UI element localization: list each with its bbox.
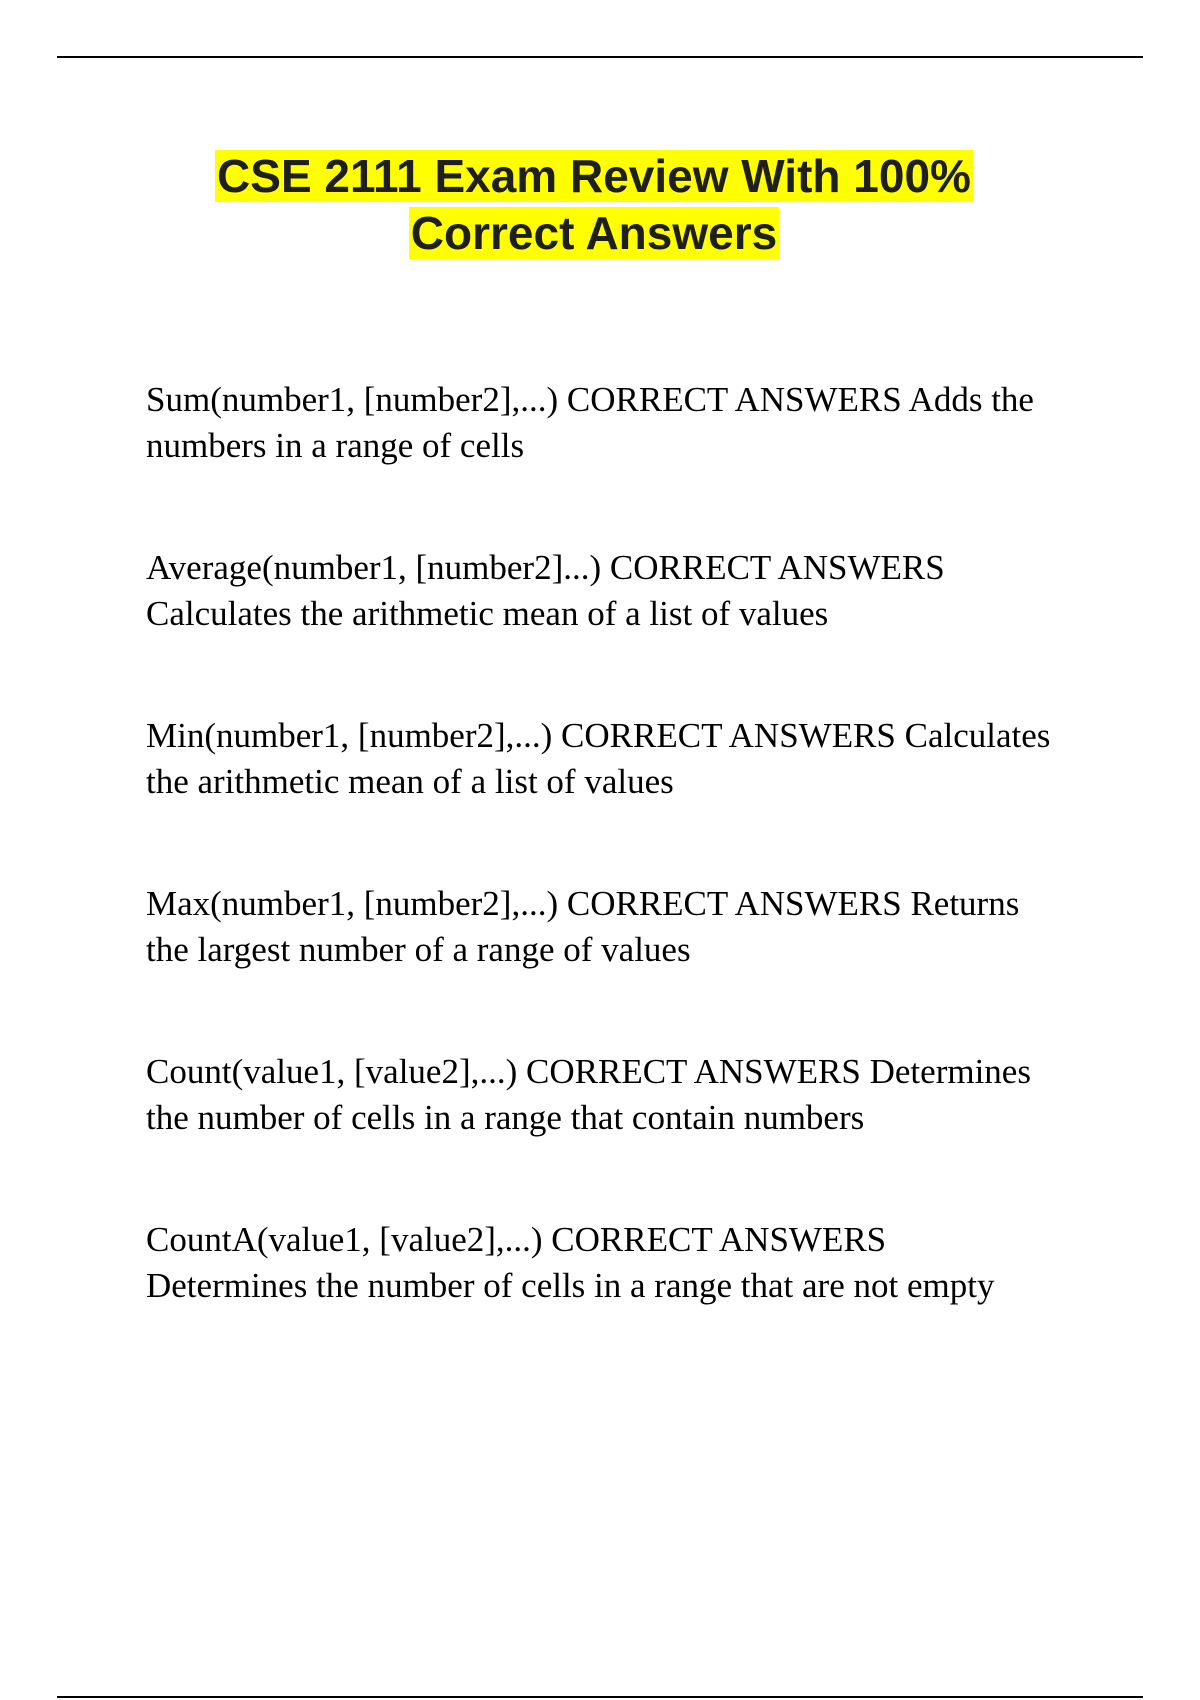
qa-line: Average(number1, [number2]...) CORRECT ANSWERS xyxy=(146,548,945,587)
qa-line: Count(value1, [value2],...) CORRECT ANSWERS Determines xyxy=(146,1052,1031,1091)
qa-line: the largest number of a range of values xyxy=(146,930,691,969)
top-rule xyxy=(57,56,1143,58)
qa-line: Sum(number1, [number2],...) CORRECT ANSWERS Adds the xyxy=(146,380,1034,419)
qa-line: Calculates the arithmetic mean of a list of values xyxy=(146,594,829,633)
qa-line: the number of cells in a range that contain numbers xyxy=(146,1098,865,1137)
document-title xyxy=(0,148,1188,262)
title-line-1: CSE 2111 Exam Review With 100% xyxy=(217,150,971,202)
qa-item-count xyxy=(146,1049,1106,1141)
title-line-2: Correct Answers xyxy=(410,207,778,259)
qa-line: the arithmetic mean of a list of values xyxy=(146,762,674,801)
qa-line: Determines the number of cells in a range that are not empty xyxy=(146,1266,995,1305)
qa-item-sum xyxy=(146,377,1106,469)
qa-item-min xyxy=(146,713,1106,805)
qa-line: CountA(value1, [value2],...) CORRECT ANSWERS xyxy=(146,1220,887,1259)
bottom-rule xyxy=(57,1696,1143,1698)
qa-item-counta xyxy=(146,1217,1106,1309)
qa-line: numbers in a range of cells xyxy=(146,426,525,465)
qa-line: Max(number1, [number2],...) CORRECT ANSWERS Returns xyxy=(146,884,1020,923)
qa-item-max xyxy=(146,881,1106,973)
qa-line: Min(number1, [number2],...) CORRECT ANSWERS Calculates xyxy=(146,716,1051,755)
qa-list xyxy=(146,377,1106,1385)
qa-item-average xyxy=(146,545,1106,637)
